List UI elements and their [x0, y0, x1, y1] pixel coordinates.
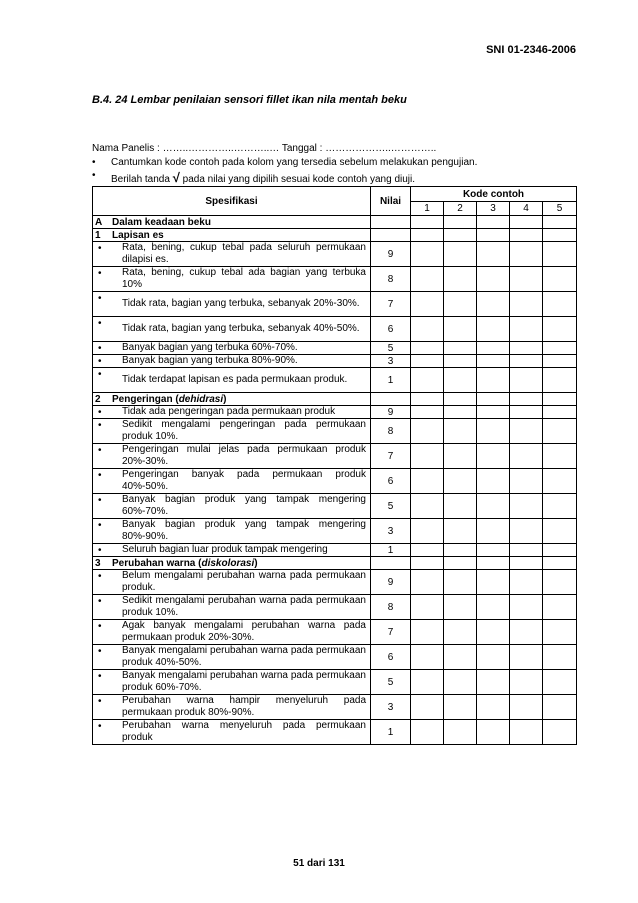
- sample-5-check-cell[interactable]: [543, 494, 577, 519]
- criteria-cell: [93, 406, 371, 419]
- section-heading: [93, 557, 371, 570]
- header-nilai: Nilai: [371, 187, 411, 216]
- sample-5-check-cell[interactable]: [543, 720, 577, 745]
- empty-cell: [543, 216, 577, 229]
- instruction-2-text: [111, 170, 415, 185]
- sample-2-check-cell[interactable]: [444, 292, 477, 317]
- criteria-row: [93, 519, 577, 544]
- sample-5-check-cell[interactable]: [543, 670, 577, 695]
- table-body: [93, 216, 577, 745]
- score-value: 5: [371, 494, 411, 519]
- form-title: B.4. 24 Lembar penilaian sensori fillet ikan nila mentah beku: [92, 94, 407, 106]
- empty-cell: [543, 557, 577, 570]
- code-3-header: 3: [477, 202, 510, 216]
- sample-4-check-cell[interactable]: [510, 406, 543, 419]
- empty-cell: [543, 229, 577, 242]
- sample-4-check-cell[interactable]: [510, 469, 543, 494]
- empty-cell: [411, 229, 444, 242]
- sample-1-check-cell[interactable]: [411, 444, 444, 469]
- sample-2-check-cell[interactable]: [444, 444, 477, 469]
- sample-3-check-cell[interactable]: [477, 292, 510, 317]
- criteria-text: Banyak bagian yang terbuka 80%-90%.: [122, 355, 298, 366]
- bullet-icon: •: [98, 369, 102, 380]
- bullet-icon: •: [98, 420, 102, 431]
- criteria-row: [93, 406, 577, 419]
- sample-3-check-cell[interactable]: [477, 670, 510, 695]
- sample-2-check-cell[interactable]: [444, 519, 477, 544]
- sample-2-check-cell[interactable]: [444, 670, 477, 695]
- assessment-table: [92, 186, 577, 745]
- criteria-row: [93, 695, 577, 720]
- criteria-row: [93, 544, 577, 557]
- section-title: Pengeringan (: [112, 393, 179, 405]
- sample-3-check-cell[interactable]: [477, 242, 510, 267]
- sample-2-check-cell[interactable]: [444, 595, 477, 620]
- criteria-text: Sedikit mengalami perubahan warna pada permukaan produk 10%.: [122, 595, 366, 618]
- sample-1-check-cell[interactable]: [411, 720, 444, 745]
- sample-4-check-cell[interactable]: [510, 720, 543, 745]
- empty-cell: [444, 216, 477, 229]
- score-value: 6: [371, 317, 411, 342]
- sample-4-check-cell[interactable]: [510, 670, 543, 695]
- criteria-text: Seluruh bagian luar produk tampak mengering: [122, 544, 328, 555]
- code-5-header: 5: [543, 202, 577, 216]
- sample-2-check-cell[interactable]: [444, 720, 477, 745]
- sample-3-check-cell[interactable]: [477, 267, 510, 292]
- sample-1-check-cell[interactable]: [411, 519, 444, 544]
- criteria-text: Banyak mengalami perubahan warna pada permukaan produk 60%-70%.: [122, 670, 366, 693]
- sample-2-check-cell[interactable]: [444, 368, 477, 393]
- criteria-row: [93, 368, 577, 393]
- empty-cell: [444, 557, 477, 570]
- bullet-icon: •: [98, 571, 102, 582]
- sample-5-check-cell[interactable]: [543, 342, 577, 355]
- criteria-text: Tidak rata, bagian yang terbuka, sebanyak 40%-50%.: [122, 323, 360, 334]
- sample-5-check-cell[interactable]: [543, 469, 577, 494]
- score-value: 3: [371, 519, 411, 544]
- criteria-row: [93, 242, 577, 267]
- bullet-icon: •: [98, 445, 102, 456]
- sample-1-check-cell[interactable]: [411, 570, 444, 595]
- sample-4-check-cell[interactable]: [510, 419, 543, 444]
- bullet-icon: •: [98, 268, 102, 279]
- criteria-row: [93, 444, 577, 469]
- criteria-cell: [93, 519, 371, 544]
- bullet-icon: •: [92, 157, 96, 168]
- section-title-end: ): [223, 393, 227, 405]
- sample-1-check-cell[interactable]: [411, 695, 444, 720]
- sample-5-check-cell[interactable]: [543, 267, 577, 292]
- sample-4-check-cell[interactable]: [510, 267, 543, 292]
- criteria-cell: [93, 355, 371, 368]
- score-value: 1: [371, 544, 411, 557]
- criteria-cell: [93, 720, 371, 745]
- empty-cell: [411, 216, 444, 229]
- section-number: 2: [95, 393, 101, 405]
- empty-cell: [371, 229, 411, 242]
- score-value: 1: [371, 720, 411, 745]
- criteria-cell: [93, 242, 371, 267]
- bullet-icon: •: [98, 293, 102, 304]
- criteria-row: [93, 267, 577, 292]
- sample-2-check-cell[interactable]: [444, 469, 477, 494]
- sample-5-check-cell[interactable]: [543, 419, 577, 444]
- sample-4-check-cell[interactable]: [510, 355, 543, 368]
- bullet-icon: •: [98, 495, 102, 506]
- criteria-cell: [93, 444, 371, 469]
- sample-5-check-cell[interactable]: [543, 695, 577, 720]
- sample-2-check-cell[interactable]: [444, 620, 477, 645]
- criteria-row: [93, 292, 577, 317]
- sample-3-check-cell[interactable]: [477, 720, 510, 745]
- criteria-text: Banyak mengalami perubahan warna pada permukaan produk 40%-50%.: [122, 645, 366, 668]
- criteria-cell: [93, 368, 371, 393]
- criteria-cell: [93, 645, 371, 670]
- score-value: 7: [371, 444, 411, 469]
- empty-cell: [510, 393, 543, 406]
- sample-1-check-cell[interactable]: [411, 595, 444, 620]
- criteria-text: Perubahan warna menyeluruh pada permukaan produk: [122, 720, 366, 743]
- empty-cell: [444, 393, 477, 406]
- score-value: 9: [371, 242, 411, 267]
- section-number: 1: [95, 229, 101, 241]
- criteria-text: Perubahan warna hampir menyeluruh pada permukaan produk 80%-90%.: [122, 695, 366, 718]
- sample-3-check-cell[interactable]: [477, 342, 510, 355]
- empty-cell: [371, 557, 411, 570]
- criteria-text: Sedikit mengalami pengeringan pada permukaan produk 10%.: [122, 419, 366, 442]
- sample-5-check-cell[interactable]: [543, 595, 577, 620]
- sample-3-check-cell[interactable]: [477, 695, 510, 720]
- criteria-cell: [93, 267, 371, 292]
- sample-2-check-cell[interactable]: [444, 317, 477, 342]
- sample-1-check-cell[interactable]: [411, 494, 444, 519]
- sample-4-check-cell[interactable]: [510, 695, 543, 720]
- sample-1-check-cell[interactable]: [411, 292, 444, 317]
- instruction-2-prefix: Berilah tanda: [111, 174, 170, 185]
- score-value: 7: [371, 620, 411, 645]
- criteria-cell: [93, 570, 371, 595]
- bullet-icon: •: [98, 318, 102, 329]
- criteria-text: Banyak bagian yang terbuka 60%-70%.: [122, 342, 298, 353]
- criteria-text: Tidak terdapat lapisan es pada permukaan produk.: [122, 374, 348, 385]
- score-value: 5: [371, 670, 411, 695]
- criteria-cell: [93, 695, 371, 720]
- section-a-title: Dalam keadaan beku: [112, 216, 211, 228]
- sample-2-check-cell[interactable]: [444, 695, 477, 720]
- bullet-icon: •: [98, 356, 102, 367]
- empty-cell: [371, 216, 411, 229]
- standard-code: SNI 01-2346-2006: [486, 44, 576, 56]
- sample-4-check-cell[interactable]: [510, 494, 543, 519]
- sample-3-check-cell[interactable]: [477, 544, 510, 557]
- header-kode-contoh: Kode contoh: [411, 187, 577, 202]
- score-value: 9: [371, 570, 411, 595]
- criteria-row: [93, 720, 577, 745]
- criteria-text: Banyak bagian produk yang tampak mengering 60%-70%.: [122, 494, 366, 517]
- sample-2-check-cell[interactable]: [444, 645, 477, 670]
- bullet-icon: •: [98, 470, 102, 481]
- sample-1-check-cell[interactable]: [411, 419, 444, 444]
- criteria-cell: [93, 419, 371, 444]
- empty-cell: [477, 557, 510, 570]
- criteria-cell: [93, 469, 371, 494]
- bullet-icon: •: [98, 721, 102, 732]
- criteria-cell: [93, 317, 371, 342]
- sample-3-check-cell[interactable]: [477, 645, 510, 670]
- sample-5-check-cell[interactable]: [543, 645, 577, 670]
- empty-cell: [411, 393, 444, 406]
- score-value: 6: [371, 645, 411, 670]
- check-mark-icon: √: [172, 170, 180, 185]
- score-value: 3: [371, 355, 411, 368]
- section-heading: [93, 393, 371, 406]
- criteria-row: [93, 494, 577, 519]
- empty-cell: [510, 229, 543, 242]
- bullet-icon: •: [92, 170, 96, 181]
- score-value: 9: [371, 406, 411, 419]
- criteria-row: [93, 419, 577, 444]
- sample-3-check-cell[interactable]: [477, 494, 510, 519]
- sample-1-check-cell[interactable]: [411, 670, 444, 695]
- sample-3-check-cell[interactable]: [477, 595, 510, 620]
- criteria-row: [93, 620, 577, 645]
- empty-cell: [477, 393, 510, 406]
- empty-cell: [477, 229, 510, 242]
- criteria-row: [93, 317, 577, 342]
- sample-1-check-cell[interactable]: [411, 406, 444, 419]
- sample-5-check-cell[interactable]: [543, 317, 577, 342]
- code-1-header: 1: [411, 202, 444, 216]
- sample-5-check-cell[interactable]: [543, 570, 577, 595]
- sample-3-check-cell[interactable]: [477, 620, 510, 645]
- sample-1-check-cell[interactable]: [411, 342, 444, 355]
- bullet-icon: •: [98, 621, 102, 632]
- bullet-icon: •: [98, 343, 102, 354]
- criteria-text: Pengeringan banyak pada permukaan produk 40%-50%.: [122, 469, 366, 492]
- sample-2-check-cell[interactable]: [444, 570, 477, 595]
- sample-3-check-cell[interactable]: [477, 444, 510, 469]
- section-a-letter: A: [95, 216, 103, 228]
- sample-4-check-cell[interactable]: [510, 368, 543, 393]
- sample-5-check-cell[interactable]: [543, 519, 577, 544]
- bullet-icon: •: [98, 243, 102, 254]
- sample-2-check-cell[interactable]: [444, 242, 477, 267]
- sample-5-check-cell[interactable]: [543, 368, 577, 393]
- criteria-cell: [93, 342, 371, 355]
- sample-1-check-cell[interactable]: [411, 469, 444, 494]
- sample-1-check-cell[interactable]: [411, 620, 444, 645]
- sample-2-check-cell[interactable]: [444, 406, 477, 419]
- sample-3-check-cell[interactable]: [477, 419, 510, 444]
- page-number: 51 dari 131: [293, 858, 345, 869]
- criteria-text: Tidak ada pengeringan pada permukaan produk: [122, 406, 336, 417]
- criteria-text: Banyak bagian produk yang tampak mengering 80%-90%.: [122, 519, 366, 542]
- sample-3-check-cell[interactable]: [477, 368, 510, 393]
- panelist-date-line: Nama Panelis : ……..…………..………..… Tanggal : ………………..…………..: [92, 143, 437, 154]
- code-2-header: 2: [444, 202, 477, 216]
- criteria-cell: [93, 670, 371, 695]
- criteria-row: [93, 570, 577, 595]
- criteria-text: Belum mengalami perubahan warna pada permukaan produk.: [122, 570, 366, 593]
- criteria-cell: [93, 595, 371, 620]
- sample-4-check-cell[interactable]: [510, 595, 543, 620]
- sample-2-check-cell[interactable]: [444, 267, 477, 292]
- section-heading: [93, 229, 371, 242]
- sample-4-check-cell[interactable]: [510, 342, 543, 355]
- criteria-row: [93, 595, 577, 620]
- sample-4-check-cell[interactable]: [510, 570, 543, 595]
- sample-1-check-cell[interactable]: [411, 645, 444, 670]
- sample-1-check-cell[interactable]: [411, 242, 444, 267]
- criteria-text: Rata, bening, cukup tebal pada seluruh permukaan dilapisi es.: [122, 242, 366, 265]
- sample-5-check-cell[interactable]: [543, 406, 577, 419]
- section-title-end: ): [254, 557, 258, 569]
- sample-2-check-cell[interactable]: [444, 342, 477, 355]
- criteria-cell: [93, 544, 371, 557]
- sample-1-check-cell[interactable]: [411, 317, 444, 342]
- bullet-icon: •: [98, 696, 102, 707]
- section-heading-row: [93, 229, 577, 242]
- criteria-text: Rata, bening, cukup tebal ada bagian yang terbuka 10%: [122, 267, 366, 290]
- criteria-row: [93, 645, 577, 670]
- sample-4-check-cell[interactable]: [510, 544, 543, 557]
- sample-1-check-cell[interactable]: [411, 355, 444, 368]
- criteria-text: Pengeringan mulai jelas pada permukaan produk 20%-30%.: [122, 444, 366, 467]
- code-4-header: 4: [510, 202, 543, 216]
- bullet-icon: •: [98, 646, 102, 657]
- bullet-icon: •: [98, 545, 102, 556]
- sample-2-check-cell[interactable]: [444, 544, 477, 557]
- sample-3-check-cell[interactable]: [477, 519, 510, 544]
- section-heading-row: [93, 393, 577, 406]
- sample-4-check-cell[interactable]: [510, 242, 543, 267]
- score-value: 7: [371, 292, 411, 317]
- instruction-2-suffix: pada nilai yang dipilih sesuai kode contoh yang diuji.: [182, 174, 416, 185]
- empty-cell: [371, 393, 411, 406]
- empty-cell: [543, 393, 577, 406]
- criteria-text: Agak banyak mengalami perubahan warna pada permukaan produk 20%-30%.: [122, 620, 366, 643]
- sample-2-check-cell[interactable]: [444, 494, 477, 519]
- criteria-row: [93, 469, 577, 494]
- sample-4-check-cell[interactable]: [510, 519, 543, 544]
- score-value: 6: [371, 469, 411, 494]
- section-heading-row: [93, 557, 577, 570]
- score-value: 5: [371, 342, 411, 355]
- criteria-cell: [93, 292, 371, 317]
- sample-5-check-cell[interactable]: [543, 242, 577, 267]
- bullet-icon: •: [98, 520, 102, 531]
- empty-cell: [444, 229, 477, 242]
- section-title-italic: dehidrasi: [178, 393, 224, 405]
- score-value: 3: [371, 695, 411, 720]
- bullet-icon: •: [98, 671, 102, 682]
- score-value: 8: [371, 419, 411, 444]
- score-value: 1: [371, 368, 411, 393]
- sample-5-check-cell[interactable]: [543, 544, 577, 557]
- sample-3-check-cell[interactable]: [477, 317, 510, 342]
- sample-5-check-cell[interactable]: [543, 620, 577, 645]
- criteria-row: [93, 355, 577, 368]
- criteria-row: [93, 670, 577, 695]
- bullet-icon: •: [98, 596, 102, 607]
- sample-3-check-cell[interactable]: [477, 570, 510, 595]
- section-title: Lapisan es: [112, 229, 164, 241]
- bullet-icon: •: [98, 407, 102, 418]
- sample-1-check-cell[interactable]: [411, 267, 444, 292]
- sample-3-check-cell[interactable]: [477, 406, 510, 419]
- section-title: Perubahan warna (: [112, 557, 202, 569]
- score-value: 8: [371, 267, 411, 292]
- sample-5-check-cell[interactable]: [543, 292, 577, 317]
- section-title-italic: diskolorasi: [201, 557, 255, 569]
- sample-3-check-cell[interactable]: [477, 355, 510, 368]
- sample-4-check-cell[interactable]: [510, 292, 543, 317]
- score-value: 8: [371, 595, 411, 620]
- header-spesifikasi: Spesifikasi: [93, 187, 371, 216]
- sample-4-check-cell[interactable]: [510, 317, 543, 342]
- sample-2-check-cell[interactable]: [444, 419, 477, 444]
- empty-cell: [477, 216, 510, 229]
- sample-4-check-cell[interactable]: [510, 620, 543, 645]
- empty-cell: [510, 216, 543, 229]
- criteria-row: [93, 342, 577, 355]
- sample-4-check-cell[interactable]: [510, 645, 543, 670]
- sample-5-check-cell[interactable]: [543, 355, 577, 368]
- empty-cell: [411, 557, 444, 570]
- criteria-cell: [93, 620, 371, 645]
- section-number: 3: [95, 557, 101, 569]
- criteria-text: Tidak rata, bagian yang terbuka, sebanyak 20%-30%.: [122, 298, 360, 309]
- empty-cell: [510, 557, 543, 570]
- sample-2-check-cell[interactable]: [444, 355, 477, 368]
- instruction-1-text: Cantumkan kode contoh pada kolom yang tersedia sebelum melakukan pengujian.: [111, 157, 478, 168]
- sample-4-check-cell[interactable]: [510, 444, 543, 469]
- sample-1-check-cell[interactable]: [411, 544, 444, 557]
- sample-3-check-cell[interactable]: [477, 469, 510, 494]
- sample-5-check-cell[interactable]: [543, 444, 577, 469]
- sample-1-check-cell[interactable]: [411, 368, 444, 393]
- criteria-cell: [93, 494, 371, 519]
- section-a-heading: [93, 216, 371, 229]
